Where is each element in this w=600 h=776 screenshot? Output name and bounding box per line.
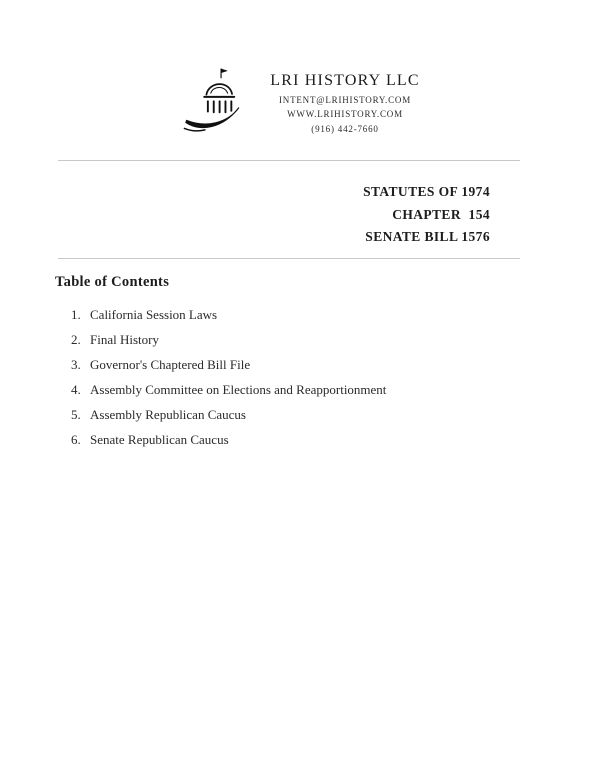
letterhead [0, 60, 600, 140]
toc-item-number: 5. [71, 407, 81, 422]
toc-item-label: Assembly Republican Caucus [90, 407, 246, 422]
company-email: INTENT@LRIHISTORY.COM [278, 94, 411, 105]
company-website: WWW.LRIHISTORY.COM [287, 109, 403, 119]
toc-item-number: 2. [71, 332, 81, 347]
toc-list [71, 308, 386, 458]
toc-item-label: Final History [90, 332, 159, 347]
toc-item-number: 4. [71, 382, 81, 397]
toc-item-label: Governor's Chaptered Bill File [90, 357, 251, 372]
toc-item-number: 1. [71, 307, 81, 322]
capitol-logo-icon [180, 64, 246, 140]
senate-bill-line: SENATE BILL 1576 [365, 229, 490, 244]
toc-item [71, 408, 386, 422]
divider-top [58, 160, 520, 161]
toc-item-label: Senate Republican Caucus [90, 432, 229, 447]
toc-item [71, 383, 386, 397]
toc-item [71, 333, 386, 347]
divider-middle [58, 258, 520, 259]
toc-item-number: 6. [71, 432, 81, 447]
toc-item [71, 308, 386, 322]
toc-title: Table of Contents [55, 274, 170, 290]
toc-item-label: California Session Laws [90, 307, 218, 322]
letterhead-text [270, 60, 420, 134]
company-name: LRI HISTORY LLC [270, 72, 420, 89]
company-phone: (916) 442-7660 [311, 123, 379, 134]
chapter-line: CHAPTER 154 [392, 206, 490, 222]
toc-item-label: Assembly Committee on Elections and Reapportionment [90, 382, 387, 397]
statute-block [363, 181, 490, 249]
toc-item-number: 3. [71, 357, 81, 372]
statutes-line: STATUTES OF 1974 [363, 184, 490, 199]
toc-item [71, 358, 386, 372]
toc-item [71, 433, 386, 447]
